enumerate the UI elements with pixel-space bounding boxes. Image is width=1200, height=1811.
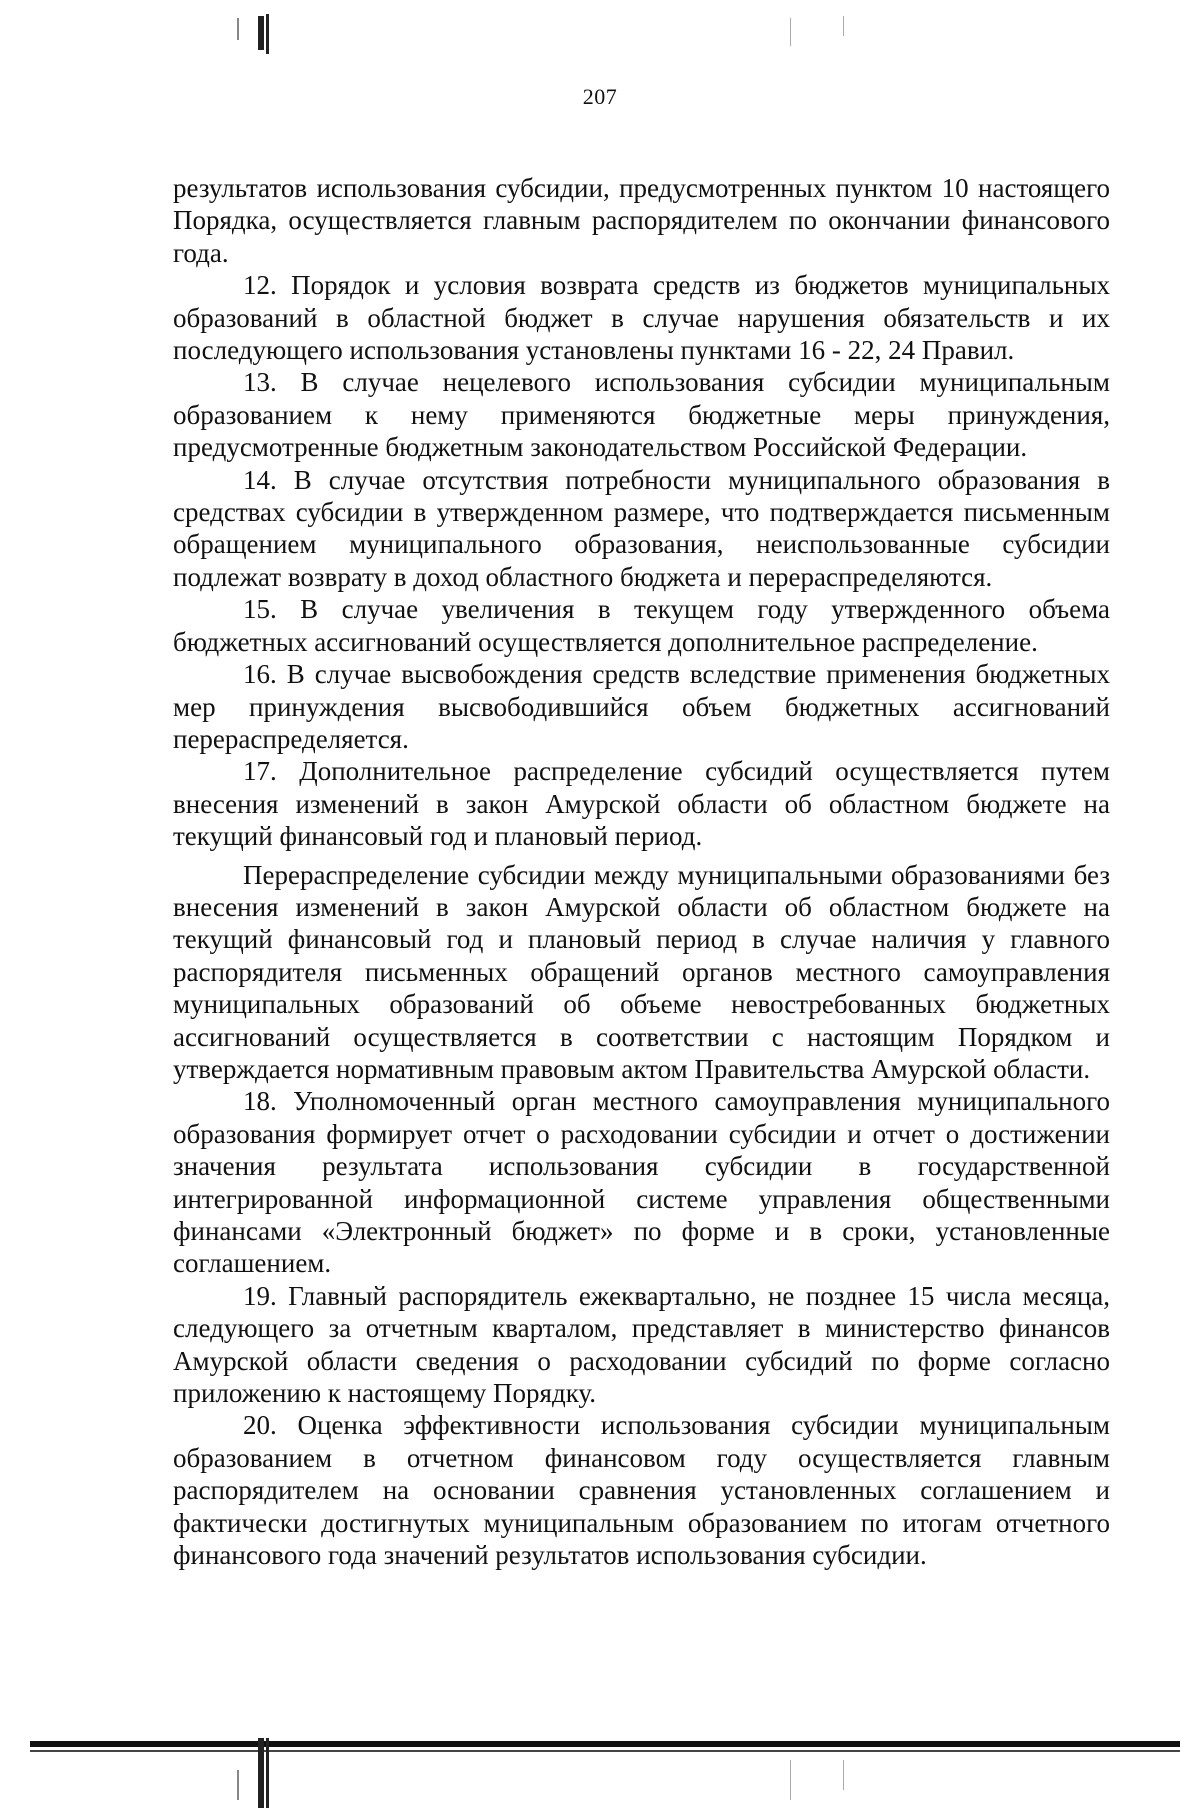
scan-artifact-top-left <box>237 18 239 40</box>
paragraph-18: 18. Уполномоченный орган местного самоуправления муниципального образования формирует отчет о расходовании субсидии и отчет о достижении значения результата использования субсидии в государственной интегрированной информационной системе управления общественными финансами «Электронный бюджет» по форме и в сроки, установленные соглашением. <box>173 1086 1110 1279</box>
scan-artifact-bottom-rule <box>30 1741 1180 1747</box>
paragraph-12: 12. Порядок и условия возврата средств из бюджетов муниципальных образований в областной бюджет в случае нарушения обязательств и их последующего использования установлены пунктами 16 - 22, 24 Правил. <box>173 270 1110 366</box>
scan-artifact-bottom-right-2 <box>843 1760 844 1790</box>
scan-artifact-top-right-2 <box>843 16 844 36</box>
scan-artifact-bottom-bar-2 <box>266 1738 269 1808</box>
scan-artifact-bottom-right <box>790 1760 791 1800</box>
page-number: 207 <box>582 84 618 109</box>
scan-artifact-bottom-left <box>237 1770 239 1800</box>
paragraph-continuation: результатов использования субсидии, предусмотренных пунктом 10 настоящего Порядка, осуществляется главным распорядителем по окончании финансового года. <box>173 173 1110 268</box>
scan-artifact-top-left-bar-2 <box>266 14 269 54</box>
paragraph-17-redistribution: Перераспределение субсидии между муниципальными образованиями без внесения изменений в закон Амурской области об областном бюджете на текущий финансовый год и плановый период в случае наличия у главного распорядителя письменных обращений органов местного самоуправления муниципальных образований об объеме невостребованных бюджетных ассигнований осуществляется в соответствии с настоящим Порядком и утверждается нормативным правовым актом Правительства Амурской области. <box>173 859 1110 1084</box>
paragraph-20: 20. Оценка эффективности использования субсидии муниципальным образованием в отчетном финансовом году осуществляется главным распорядителем на основании сравнения установленных соглашением и фактически достигнутых муниципальным образованием по итогам отчетного финансового года значений результатов использования субсидии. <box>173 1410 1110 1571</box>
paragraph-13: 13. В случае нецелевого использования субсидии муниципальным образованием к нему применяются бюджетные меры принуждения, предусмотренные бюджетным законодательством Российской Федерации. <box>173 367 1110 463</box>
paragraph-19: 19. Главный распорядитель ежеквартально, не позднее 15 числа месяца, следующего за отчетным кварталом, представляет в министерство финансов Амурской области сведения о расходовании субсидий по форме согласно приложению к настоящему Порядку. <box>173 1280 1110 1409</box>
scan-artifact-top-left-bar <box>258 16 264 50</box>
scan-artifact-top-right <box>790 18 791 46</box>
paragraph-16: 16. В случае высвобождения средств вследствие применения бюджетных мер принуждения высвободившийся объем бюджетных ассигнований перераспределяется. <box>173 659 1110 754</box>
scan-artifact-bottom-bar <box>258 1738 264 1808</box>
paragraph-17: 17. Дополнительное распределение субсидий осуществляется путем внесения изменений в закон Амурской области об областном бюджете на текущий финансовый год и плановый период. <box>173 756 1110 852</box>
paragraph-15: 15. В случае увеличения в текущем году утвержденного объема бюджетных ассигнований осуществляется дополнительное распределение. <box>173 594 1110 657</box>
scan-artifact-bottom-rule-thin <box>30 1750 1180 1752</box>
paragraph-14: 14. В случае отсутствия потребности муниципального образования в средствах субсидии в утвержденном размере, что подтверждается письменным обращением муниципального образования, неиспользованные субсидии подлежат возврату в доход областного бюджета и перераспределяются. <box>173 464 1110 592</box>
document-body <box>173 172 1110 1571</box>
